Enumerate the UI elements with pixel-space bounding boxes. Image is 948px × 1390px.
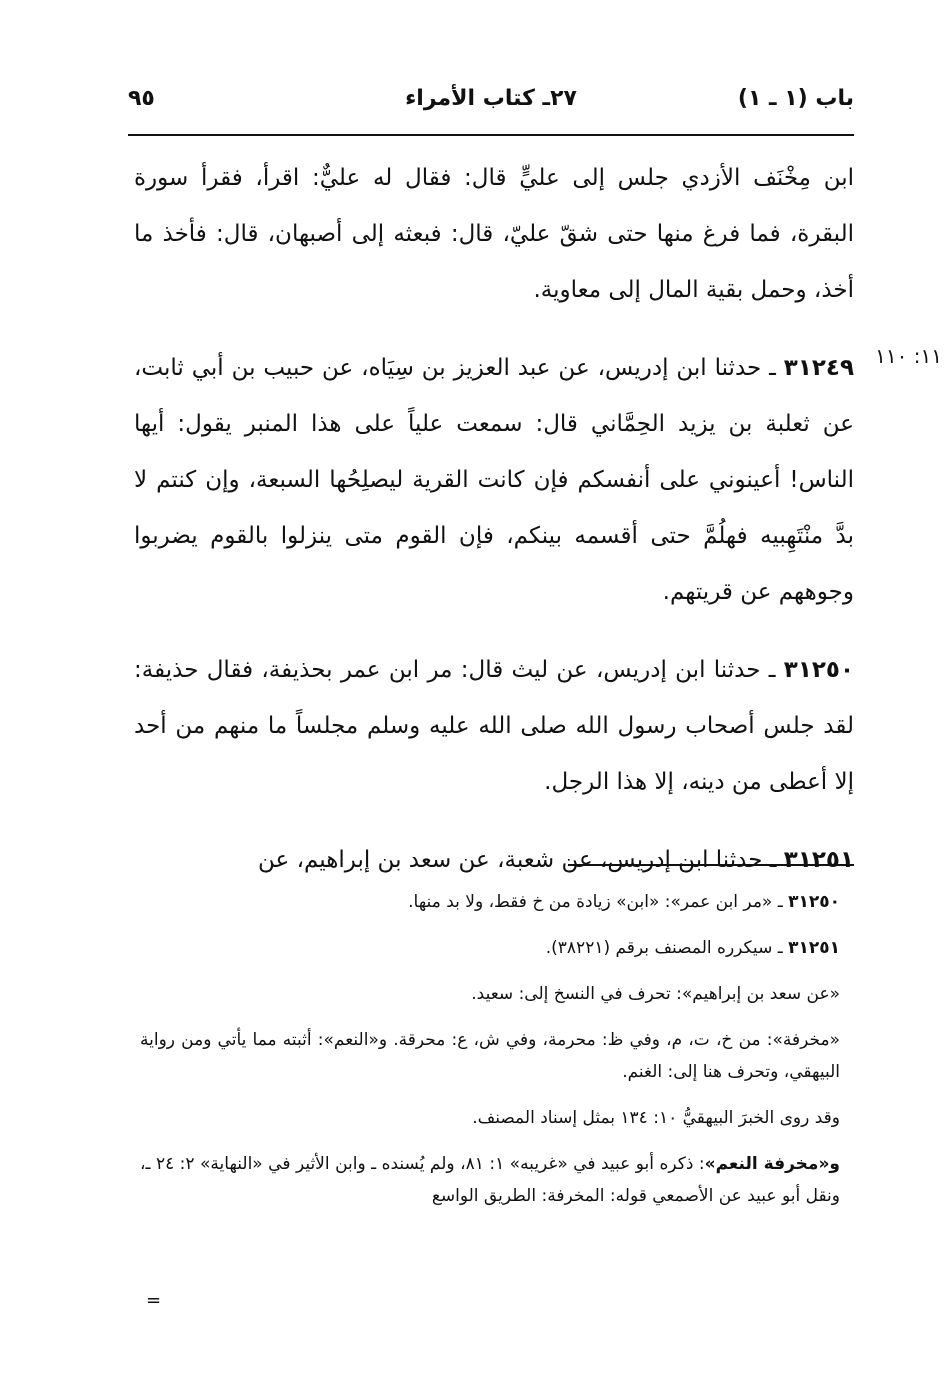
main-text [134,150,854,888]
footnote-text: «مخرفة»: من خ، ت، م، وفي ظ: محرمة، وفي ش، ع: محرقة. و«النعم»: أثبته مما يأتي ومن رواية البيهقي، وتحرف هنا إلى: الغنم. [140,1030,840,1082]
footnote-text: وقد روى الخبرَ البيهقيُّ ١٠: ١٣٤ بمثل إسناد المصنف. [472,1108,840,1128]
footnote-number: ٣١٢٥٠ [788,892,840,912]
footnote-text: ـ سيكرره المصنف برقم (٣٨٢٢١). [545,938,789,958]
book-title: ٢٧ـ كتاب الأمراء [405,86,577,111]
footnote-number: ٣١٢٥١ [788,938,840,958]
footnote [140,1024,840,1088]
paragraph-text: ـ حدثنا ابن إدريس، عن شعبة، عن سعد بن إبراهيم، عن [258,847,784,873]
footnote-text: ـ «مر ابن عمر»: «ابن» زيادة من خ فقط، ولا بد منها. [408,892,789,912]
paragraph [134,340,854,620]
paragraph-text: ابن مِخْنَف الأزدي جلس إلى عليٍّ قال: فقال له عليٌّ: اقرأ، فقرأ سورة البقرة، فما فرغ منها حتى شقّ عليّ، قال: فبعثه إلى أصبهان، قال: فأخذ ما أخذ، وحمل بقية المال إلى معاوية. [134,165,854,303]
footnote-separator [568,864,854,866]
hadith-number: ٣١٢٤٩ [783,355,854,381]
footnote-text: : ذكره أبو عبيد في «غريبه» ١: ٨١، ولم يُسنده ـ وابن الأثير في «النهاية» ٢: ٢٤ ـ، ونقل أبو عبيد عن الأصمعي قوله: المخرفة: الطريق الواسع [140,1154,840,1206]
footnote [140,932,840,964]
footnotes [140,886,840,1226]
hadith-number: ٣١٢٥١ [783,847,854,873]
paragraph-text: ـ حدثنا ابن إدريس، عن ليث قال: مر ابن عمر بحذيفة، فقال حذيفة: لقد جلس أصحاب رسول الله صلى الله عليه وسلم مجلساً ما منهم من أحد إلا أعطى من دينه، إلا هذا الرجل. [134,657,854,795]
page-number: ٩٥ [128,86,155,111]
paragraph [134,832,854,888]
running-head [128,86,854,126]
margin-reference: ١١: ١١٠ [875,344,942,368]
footnote [140,886,840,918]
footnote-text: «عن سعد بن إبراهيم»: تحرف في النسخ إلى: سعيد. [471,984,840,1004]
chapter-label: باب (١ ـ ١) [737,86,854,111]
paragraph-text: ـ حدثنا ابن إدريس، عن عبد العزيز بن سِيَاه، عن حبيب بن أبي ثابت، عن ثعلبة بن يزيد الحِمَّاني قال: سمعت علياً على هذا المنبر يقول: أيها الناس! أعينوني على أنفسكم فإن كانت القرية ليصلِحُها السبعة، وإن كنتم لا بدَّ منْتَهِبيه فهلُمَّ حتى أقسمه بينكم، فإن القوم متى ينزلوا بالقوم يضربوا وجوههم عن قريتهم. [134,355,854,605]
footnote [140,1102,840,1134]
paragraph [134,642,854,810]
footnote [140,1148,840,1212]
footnote-term: و«مخرفة النعم» [704,1154,840,1174]
hadith-number: ٣١٢٥٠ [783,657,854,683]
footnote [140,978,840,1010]
continuation-mark: = [146,1290,162,1311]
header-rule [128,134,854,136]
paragraph [134,150,854,318]
